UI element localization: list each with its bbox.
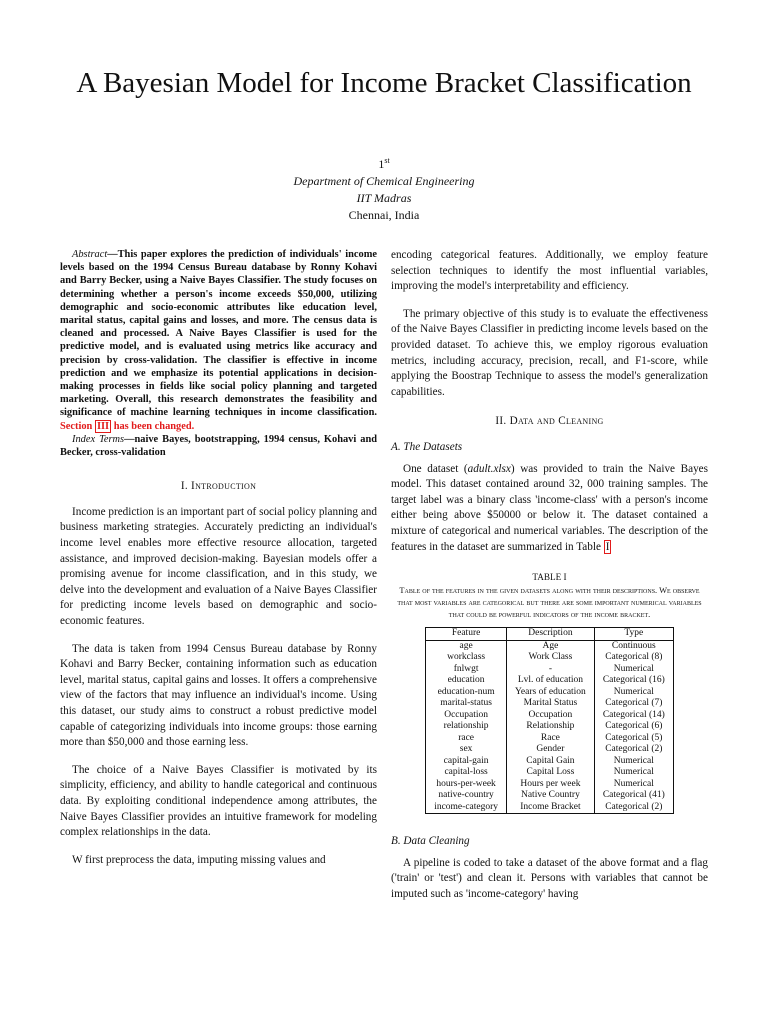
- features-table: [425, 627, 674, 814]
- cell-type: Categorical (6): [594, 721, 673, 733]
- right-paragraph-2: The primary objective of this study is to evaluate the effectiveness of the Naive Bayes Classifier in predicting income levels based on the provided dataset. To achieve this, we employ rigorous evaluation metrics, including accuracy, precision, recall, and F1-score, while applying the Boostrap Technique to assess the model's generalization capabilities.: [391, 307, 708, 398]
- abstract-text: —This paper explores the prediction of individuals' income levels based on the 1994 Census Bureau database by Ronny Kohavi and Barry Becker, using a Naive Bayes Classifier. The study focuses on determining whether a person's income exceeds $50,000, utilizing demographic and socio-economic attributes like education level, marital status, capital gains and losses, and more. The census data is cleaned and processed. A Naive Bayes Classifier is used for the predictive model, and is evaluated using metrics like accuracy and precision by cross-validation. The classifier is effective in income prediction and we emphasize its potential applications in decision-making processes in fields like social policy planning and targeted marketing. Overall, this research demonstrates the feasibility and significance of machine learning techniques in income classification.: [60, 249, 377, 419]
- table-row: [426, 710, 674, 722]
- cell-description: Years of education: [507, 687, 595, 699]
- cell-feature: capital-loss: [426, 767, 507, 779]
- table-label: TABLE I: [532, 572, 567, 583]
- cell-feature: Occupation: [426, 710, 507, 722]
- section-heading-introduction: I. Introduction: [180, 480, 257, 493]
- table-body: [426, 640, 674, 814]
- table-row: [426, 721, 674, 733]
- table-row: [426, 790, 674, 802]
- section-heading-data-cleaning: II. Data and Cleaning: [495, 415, 604, 428]
- table-row: [426, 687, 674, 699]
- cell-description: Capital Gain: [507, 756, 595, 768]
- cell-type: Categorical (2): [594, 802, 673, 814]
- table-row: [426, 767, 674, 779]
- cell-feature: relationship: [426, 721, 507, 733]
- cell-type: Numerical: [594, 779, 673, 791]
- datasets-paragraph: One dataset (adult.xlsx) was provided to train the Naive Bayes model. This dataset contained around 32, 000 training samples. The target label was a binary class 'income-class' with a person's income either being above $50000 or below it. The dataset contained a mixture of categorical and numerical variables. The description of the features in the dataset are summarized in Table I: [391, 462, 708, 553]
- header-description: Description: [507, 628, 595, 641]
- table-row: [426, 802, 674, 814]
- cell-description: Work Class: [507, 652, 595, 664]
- cleaning-paragraph: A pipeline is coded to take a dataset of the above format and a flag ('train' or 'test') and clean it. Persons with variables that cannot be imputed such as 'income-category' having: [391, 856, 708, 900]
- section-ref-link[interactable]: III: [96, 420, 110, 432]
- table-row: [426, 756, 674, 768]
- author-location: Chennai, India: [348, 208, 420, 222]
- cell-description: Race: [507, 733, 595, 745]
- cell-type: Numerical: [594, 687, 673, 699]
- table-row: [426, 779, 674, 791]
- table-ref-link[interactable]: I: [605, 540, 610, 553]
- cell-description: Marital Status: [507, 698, 595, 710]
- cell-type: Categorical (5): [594, 733, 673, 745]
- cell-feature: hours-per-week: [426, 779, 507, 791]
- table-row: [426, 664, 674, 676]
- cell-type: Numerical: [594, 767, 673, 779]
- cell-description: -: [507, 664, 595, 676]
- cell-description: Lvl. of education: [507, 675, 595, 687]
- author-block: [184, 152, 584, 224]
- table-row: [426, 698, 674, 710]
- cell-feature: education-num: [426, 687, 507, 699]
- cell-type: Categorical (7): [594, 698, 673, 710]
- author-department: Department of Chemical Engineering: [293, 174, 475, 188]
- cell-description: Occupation: [507, 710, 595, 722]
- intro-paragraph-4: W first preprocess the data, imputing missing values and: [72, 853, 326, 866]
- cell-feature: education: [426, 675, 507, 687]
- change-note: Section III has been changed.: [60, 420, 195, 432]
- abstract: [60, 248, 377, 433]
- intro-paragraph-1: Income prediction is an important part of social policy planning and business marketing strategies. Accurately predicting an individual's income level enables more effective resource allocation, targeted assistance, and improved decision-making. Bayesian models offer a promising avenue for income classification, and in this study, we delve into the development and evaluation of a Naive Bayes Classifier for predicting income levels based on demographic and socio-economic features.: [60, 505, 377, 627]
- cell-type: Categorical (41): [594, 790, 673, 802]
- cell-feature: race: [426, 733, 507, 745]
- cell-description: Relationship: [507, 721, 595, 733]
- cell-type: Categorical (8): [594, 652, 673, 664]
- index-terms: [60, 433, 377, 459]
- cell-type: Categorical (16): [594, 675, 673, 687]
- cell-feature: age: [426, 640, 507, 652]
- cell-description: Age: [507, 640, 595, 652]
- cell-type: Numerical: [594, 664, 673, 676]
- table-row: [426, 675, 674, 687]
- cell-description: Gender: [507, 744, 595, 756]
- table-caption: Table of the features in the given datasets along with their descriptions. We observe that most variables are categorical but there are some important numerical variables that could be powerful indicators of the income bracket.: [397, 586, 702, 620]
- cell-feature: sex: [426, 744, 507, 756]
- header-feature: Feature: [426, 628, 507, 641]
- right-column: [391, 248, 708, 902]
- cell-type: Categorical (14): [594, 710, 673, 722]
- table-row: [426, 744, 674, 756]
- table-row: [426, 640, 674, 652]
- left-column: [60, 248, 377, 868]
- cell-type: Numerical: [594, 756, 673, 768]
- paper-title: A Bayesian Model for Income Bracket Classification: [76, 67, 692, 99]
- cell-feature: workclass: [426, 652, 507, 664]
- subsection-data-cleaning: B. Data Cleaning: [391, 835, 470, 848]
- index-terms-label: Index Terms: [72, 433, 125, 445]
- table-header-row: [426, 628, 674, 641]
- cell-description: Income Bracket: [507, 802, 595, 814]
- intro-paragraph-2: The data is taken from 1994 Census Bureau database by Ronny Kohavi and Barry Becker, containing information such as education level, marital status, capital gains and losses. It offers a comprehensive view of the factors that may influence an individual's income. Using this dataset, our study aims to construct a robust predictive model capable of categorizing individuals into income groups: those earning more than $50,000 and those earning less.: [60, 642, 377, 749]
- author-institute: IIT Madras: [356, 191, 412, 205]
- intro-paragraph-3: The choice of a Naive Bayes Classifier is motivated by its simplicity, efficiency, and ability to handle categorical and continuous data. By exploiting conditional independence among attributes, the Naive Bayes Classifier provides an intuitive framework for modeling complex relationships in the data.: [60, 763, 377, 839]
- author-number: 1st: [378, 156, 390, 171]
- cell-type: Continuous: [594, 640, 673, 652]
- header-type: Type: [594, 628, 673, 641]
- cell-feature: income-category: [426, 802, 507, 814]
- cell-description: Capital Loss: [507, 767, 595, 779]
- cell-description: Hours per week: [507, 779, 595, 791]
- table-row: [426, 652, 674, 664]
- cell-type: Categorical (2): [594, 744, 673, 756]
- cell-feature: fnlwgt: [426, 664, 507, 676]
- subsection-datasets: A. The Datasets: [391, 440, 463, 453]
- cell-feature: capital-gain: [426, 756, 507, 768]
- dataset-filename: adult.xlsx: [467, 462, 511, 475]
- cell-description: Native Country: [507, 790, 595, 802]
- cell-feature: marital-status: [426, 698, 507, 710]
- cell-feature: native-country: [426, 790, 507, 802]
- right-paragraph-1: encoding categorical features. Additionally, we employ feature selection techniques to identify the most influential variables, improving the model's interpretability and efficiency.: [391, 249, 708, 293]
- index-terms-text: —naive Bayes, bootstrapping, 1994 census, Kohavi and Becker, cross-validation: [60, 433, 378, 459]
- table-row: [426, 733, 674, 745]
- abstract-label: Abstract: [72, 249, 108, 260]
